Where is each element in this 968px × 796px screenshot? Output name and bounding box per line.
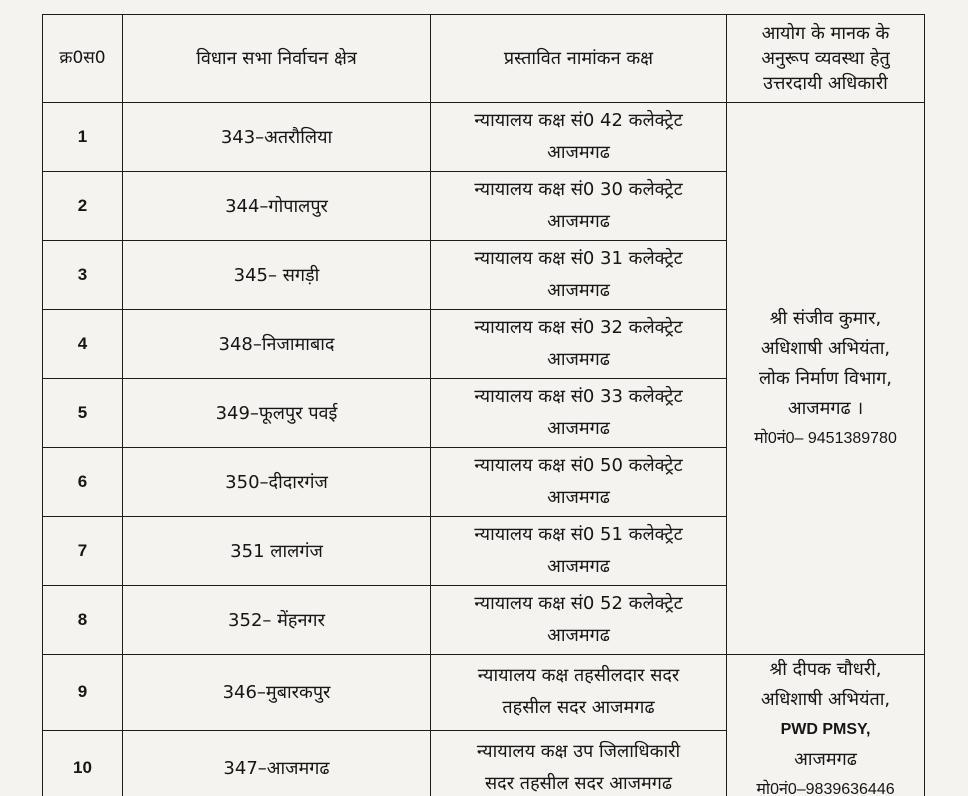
officer-line: लोक निर्माण विभाग, <box>758 367 893 389</box>
room-cell <box>431 448 727 517</box>
serial-cell: 6 <box>43 448 123 517</box>
officer-cell-2 <box>727 655 925 796</box>
serial-cell: 5 <box>43 379 123 448</box>
room-cell <box>431 730 727 796</box>
constituency-cell: 343–अतरौलिया <box>123 103 431 172</box>
header-officer-line: उत्तरदायी अधिकारी <box>763 73 888 94</box>
room-cell <box>431 379 727 448</box>
room-line: न्यायालय कक्ष उप जिलाधिकारी <box>476 740 681 762</box>
room-line: आजमगढ <box>547 418 610 439</box>
room-line: आजमगढ <box>547 142 610 163</box>
serial-cell: 7 <box>43 517 123 586</box>
room-cell <box>431 103 727 172</box>
room-line: न्यायालय कक्ष सं0 50 कलेक्ट्रेट <box>474 455 683 476</box>
room-cell <box>431 517 727 586</box>
officer-line: श्री संजीव कुमार, <box>769 307 882 329</box>
room-line: न्यायालय कक्ष तहसीलदार सदर <box>477 665 680 687</box>
room-line: सदर तहसील सदर आजमगढ <box>485 772 672 794</box>
officer-line: श्री दीपक चौधरी, <box>769 659 882 680</box>
header-serial: क्र0स0 <box>43 15 123 103</box>
constituency-cell: 344–गोपालपुर <box>123 172 431 241</box>
header-officer-line: आयोग के मानक के <box>761 23 890 44</box>
room-line: न्यायालय कक्ष सं0 30 कलेक्ट्रेट <box>474 179 683 200</box>
officer-line: अधिशाषी अभियंता, <box>760 337 891 359</box>
room-line: तहसील सदर आजमगढ <box>502 697 655 719</box>
nomination-room-table <box>42 14 925 796</box>
room-cell <box>431 310 727 379</box>
table-row <box>43 103 925 172</box>
room-line: न्यायालय कक्ष सं0 42 कलेक्ट्रेट <box>474 110 683 131</box>
serial-cell: 8 <box>43 586 123 655</box>
room-cell <box>431 172 727 241</box>
serial-cell: 3 <box>43 241 123 310</box>
constituency-cell: 350–दीदारगंज <box>123 448 431 517</box>
officer-line: PWD PMSY, <box>780 721 871 738</box>
officer-mobile: मो0नं0– 9451389780 <box>754 429 897 447</box>
room-line: न्यायालय कक्ष सं0 31 कलेक्ट्रेट <box>474 248 683 269</box>
table-row <box>43 655 925 731</box>
room-cell <box>431 655 727 731</box>
room-line: आजमगढ <box>547 280 610 301</box>
room-line: न्यायालय कक्ष सं0 33 कलेक्ट्रेट <box>474 386 683 407</box>
officer-cell-1 <box>727 103 925 655</box>
room-cell <box>431 586 727 655</box>
room-cell <box>431 241 727 310</box>
room-line: आजमगढ <box>547 625 610 646</box>
header-officer <box>727 15 925 103</box>
officer-mobile: मो0नं0–9839636446 <box>756 781 895 796</box>
constituency-cell: 345– सगड़ी <box>123 241 431 310</box>
header-room: प्रस्तावित नामांकन कक्ष <box>431 15 727 103</box>
room-line: न्यायालय कक्ष सं0 32 कलेक्ट्रेट <box>474 317 683 338</box>
header-row <box>43 15 925 103</box>
serial-cell: 1 <box>43 103 123 172</box>
constituency-cell: 348–निजामाबाद <box>123 310 431 379</box>
room-line: आजमगढ <box>547 556 610 577</box>
serial-cell: 4 <box>43 310 123 379</box>
constituency-cell: 346–मुबारकपुर <box>123 655 431 731</box>
header-constituency: विधान सभा निर्वाचन क्षेत्र <box>123 15 431 103</box>
serial-cell: 2 <box>43 172 123 241</box>
header-officer-line: अनुरूप व्यवस्था हेतु <box>761 48 890 69</box>
room-line: न्यायालय कक्ष सं0 52 कलेक्ट्रेट <box>474 593 683 614</box>
serial-cell: 9 <box>43 655 123 731</box>
officer-line: अधिशाषी अभियंता, <box>760 689 891 710</box>
serial-cell: 10 <box>43 730 123 796</box>
room-line: आजमगढ <box>547 349 610 370</box>
constituency-cell: 352– मेंहनगर <box>123 586 431 655</box>
room-line: आजमगढ <box>547 487 610 508</box>
officer-line: आजमगढ <box>794 749 857 770</box>
room-line: न्यायालय कक्ष सं0 51 कलेक्ट्रेट <box>474 524 683 545</box>
officer-line: आजमगढ । <box>787 397 864 419</box>
constituency-cell: 347–आजमगढ <box>123 730 431 796</box>
constituency-cell: 351 लालगंज <box>123 517 431 586</box>
room-line: आजमगढ <box>547 211 610 232</box>
constituency-cell: 349–फूलपुर पवई <box>123 379 431 448</box>
